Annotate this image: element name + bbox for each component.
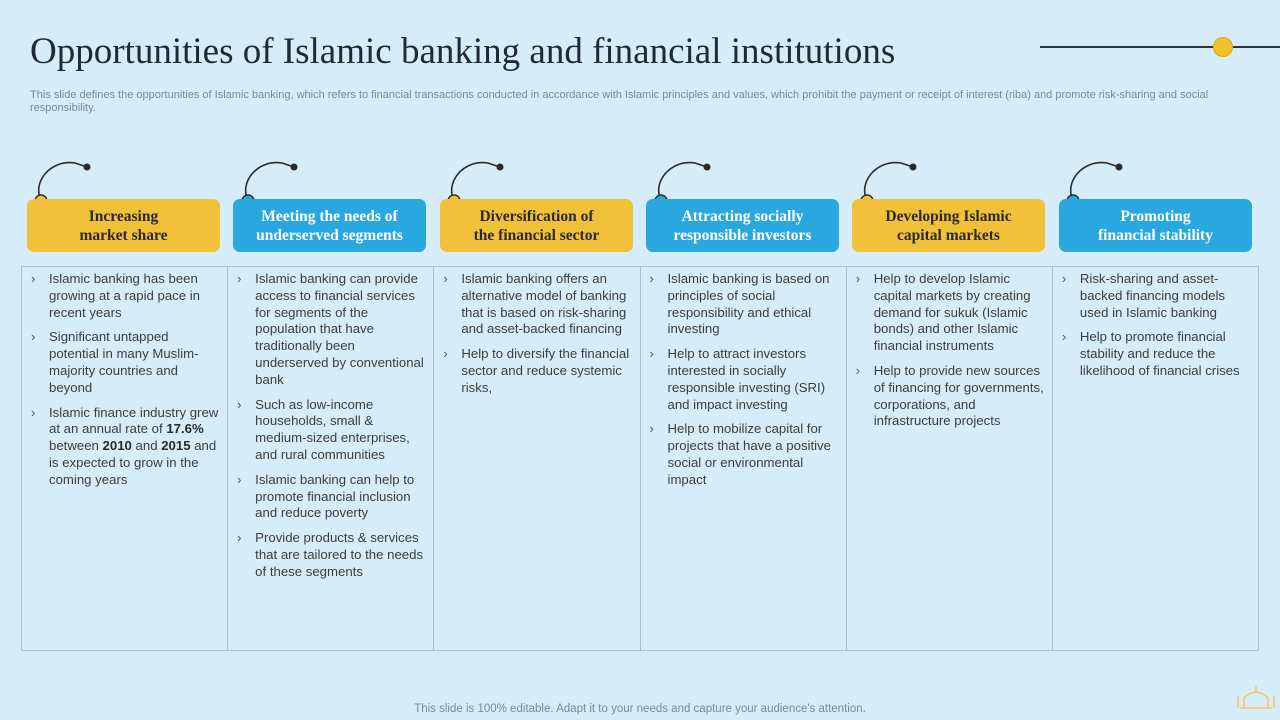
chevron-right-icon: › <box>31 271 36 286</box>
list-item: › Help to mobilize capital for projects that have a positive social or environmental impact <box>649 421 831 487</box>
chevron-right-icon: › <box>31 329 36 345</box>
list-item: › Islamic banking is based on principles of social responsibility and ethical investing <box>649 271 830 337</box>
list-item: › Islamic finance industry grew at an annual rate of 17.6% between 2010 and 2015 and is expected to grow in the coming years <box>31 404 219 487</box>
list-item: › Such as low-income households, small & medium-sized enterprises, and rural communities <box>237 396 410 462</box>
chevron-right-icon: › <box>649 346 654 362</box>
card-diversification <box>440 199 633 252</box>
card-financial-stability <box>1059 199 1252 252</box>
card-heading-line: Attracting socially <box>681 207 804 225</box>
chevron-right-icon: › <box>443 271 448 286</box>
list-item: › Help to diversify the financial sector and reduce systemic risks, <box>443 346 630 395</box>
slide-subtitle: This slide defines the opportunities of Islamic banking, which refers to financial transactions conducted in accordance with Islamic principles and values, which prohibit the payment or receipt of interest (riba) and promote risk-sharing and social responsibility. <box>30 89 1209 114</box>
chevron-right-icon: › <box>855 362 861 378</box>
list-item: › Islamic banking can provide access to financial services for segments of the population that have traditionally been underserved by conventional bank <box>237 271 424 387</box>
decorative-line <box>1040 46 1280 48</box>
card-heading-line: Increasing <box>88 207 159 225</box>
card-heading-line: responsible investors <box>673 226 812 244</box>
list-item: › Help to provide new sources of financing for governments, corporations, and infrastructure projects <box>855 362 1044 429</box>
chevron-right-icon: › <box>1061 329 1067 345</box>
column-4 <box>641 267 847 650</box>
column-3 <box>434 267 640 650</box>
card-heading-line: Diversification of <box>479 207 594 225</box>
chevron-right-icon: › <box>649 271 654 286</box>
chevron-right-icon: › <box>443 346 448 362</box>
card-heading-line: Meeting the needs of <box>261 207 398 225</box>
list-item: › Islamic banking has been growing at a rapid pace in recent years <box>31 271 201 320</box>
list-item: › Islamic banking can help to promote financial inclusion and reduce poverty <box>237 471 415 521</box>
card-attracting-investors <box>646 199 839 252</box>
chevron-right-icon: › <box>855 271 861 286</box>
chevron-right-icon: › <box>31 404 36 420</box>
list-item: › Help to promote financial stability and reduce the likelihood of financial crises <box>1061 329 1240 378</box>
column-6 <box>1053 267 1258 650</box>
content-table <box>21 266 1259 651</box>
chevron-right-icon: › <box>649 421 654 437</box>
chevron-right-icon: › <box>237 396 242 412</box>
column-5 <box>847 267 1053 650</box>
list-item: › Significant untapped potential in many Muslim-majority countries and beyond <box>31 329 199 395</box>
slide-title: Opportunities of Islamic banking and financial institutions <box>30 31 896 72</box>
card-heading-line: Developing Islamic <box>885 207 1012 225</box>
card-heading-line: the financial sector <box>473 226 600 244</box>
card-heading-line: underserved segments <box>256 226 403 244</box>
chevron-right-icon: › <box>237 471 242 487</box>
card-heading-line: capital markets <box>897 226 1000 244</box>
chevron-right-icon: › <box>237 271 242 286</box>
list-item: › Provide products & services that are tailored to the needs of these segments <box>237 530 424 579</box>
card-capital-markets <box>852 199 1045 252</box>
decorative-dot <box>1213 37 1233 57</box>
card-meeting-needs <box>233 199 426 252</box>
card-heading-line: market share <box>79 226 168 244</box>
list-item: › Help to attract investors interested in socially responsible investing (SRI) and impact investing <box>649 346 826 412</box>
list-item: › Risk-sharing and asset-backed financing models used in Islamic banking <box>1061 271 1226 320</box>
card-heading-line: financial stability <box>1098 226 1213 244</box>
footer-note: This slide is 100% editable. Adapt it to your needs and capture your audience's attention. <box>414 703 866 715</box>
mosque-outline-icon <box>1236 682 1276 712</box>
column-1 <box>22 267 228 650</box>
list-item: › Help to develop Islamic capital markets by creating demand for sukuk (Islamic bonds) and other Islamic financial instruments <box>855 271 1031 354</box>
column-2 <box>228 267 434 650</box>
chevron-right-icon: › <box>1061 271 1067 286</box>
chevron-right-icon: › <box>237 530 242 546</box>
card-increasing-market-share <box>27 199 220 252</box>
list-item: › Islamic banking offers an alternative model of banking that is based on risk-sharing and asset-backed financing <box>443 271 627 337</box>
card-heading-line: Promoting <box>1120 207 1191 225</box>
